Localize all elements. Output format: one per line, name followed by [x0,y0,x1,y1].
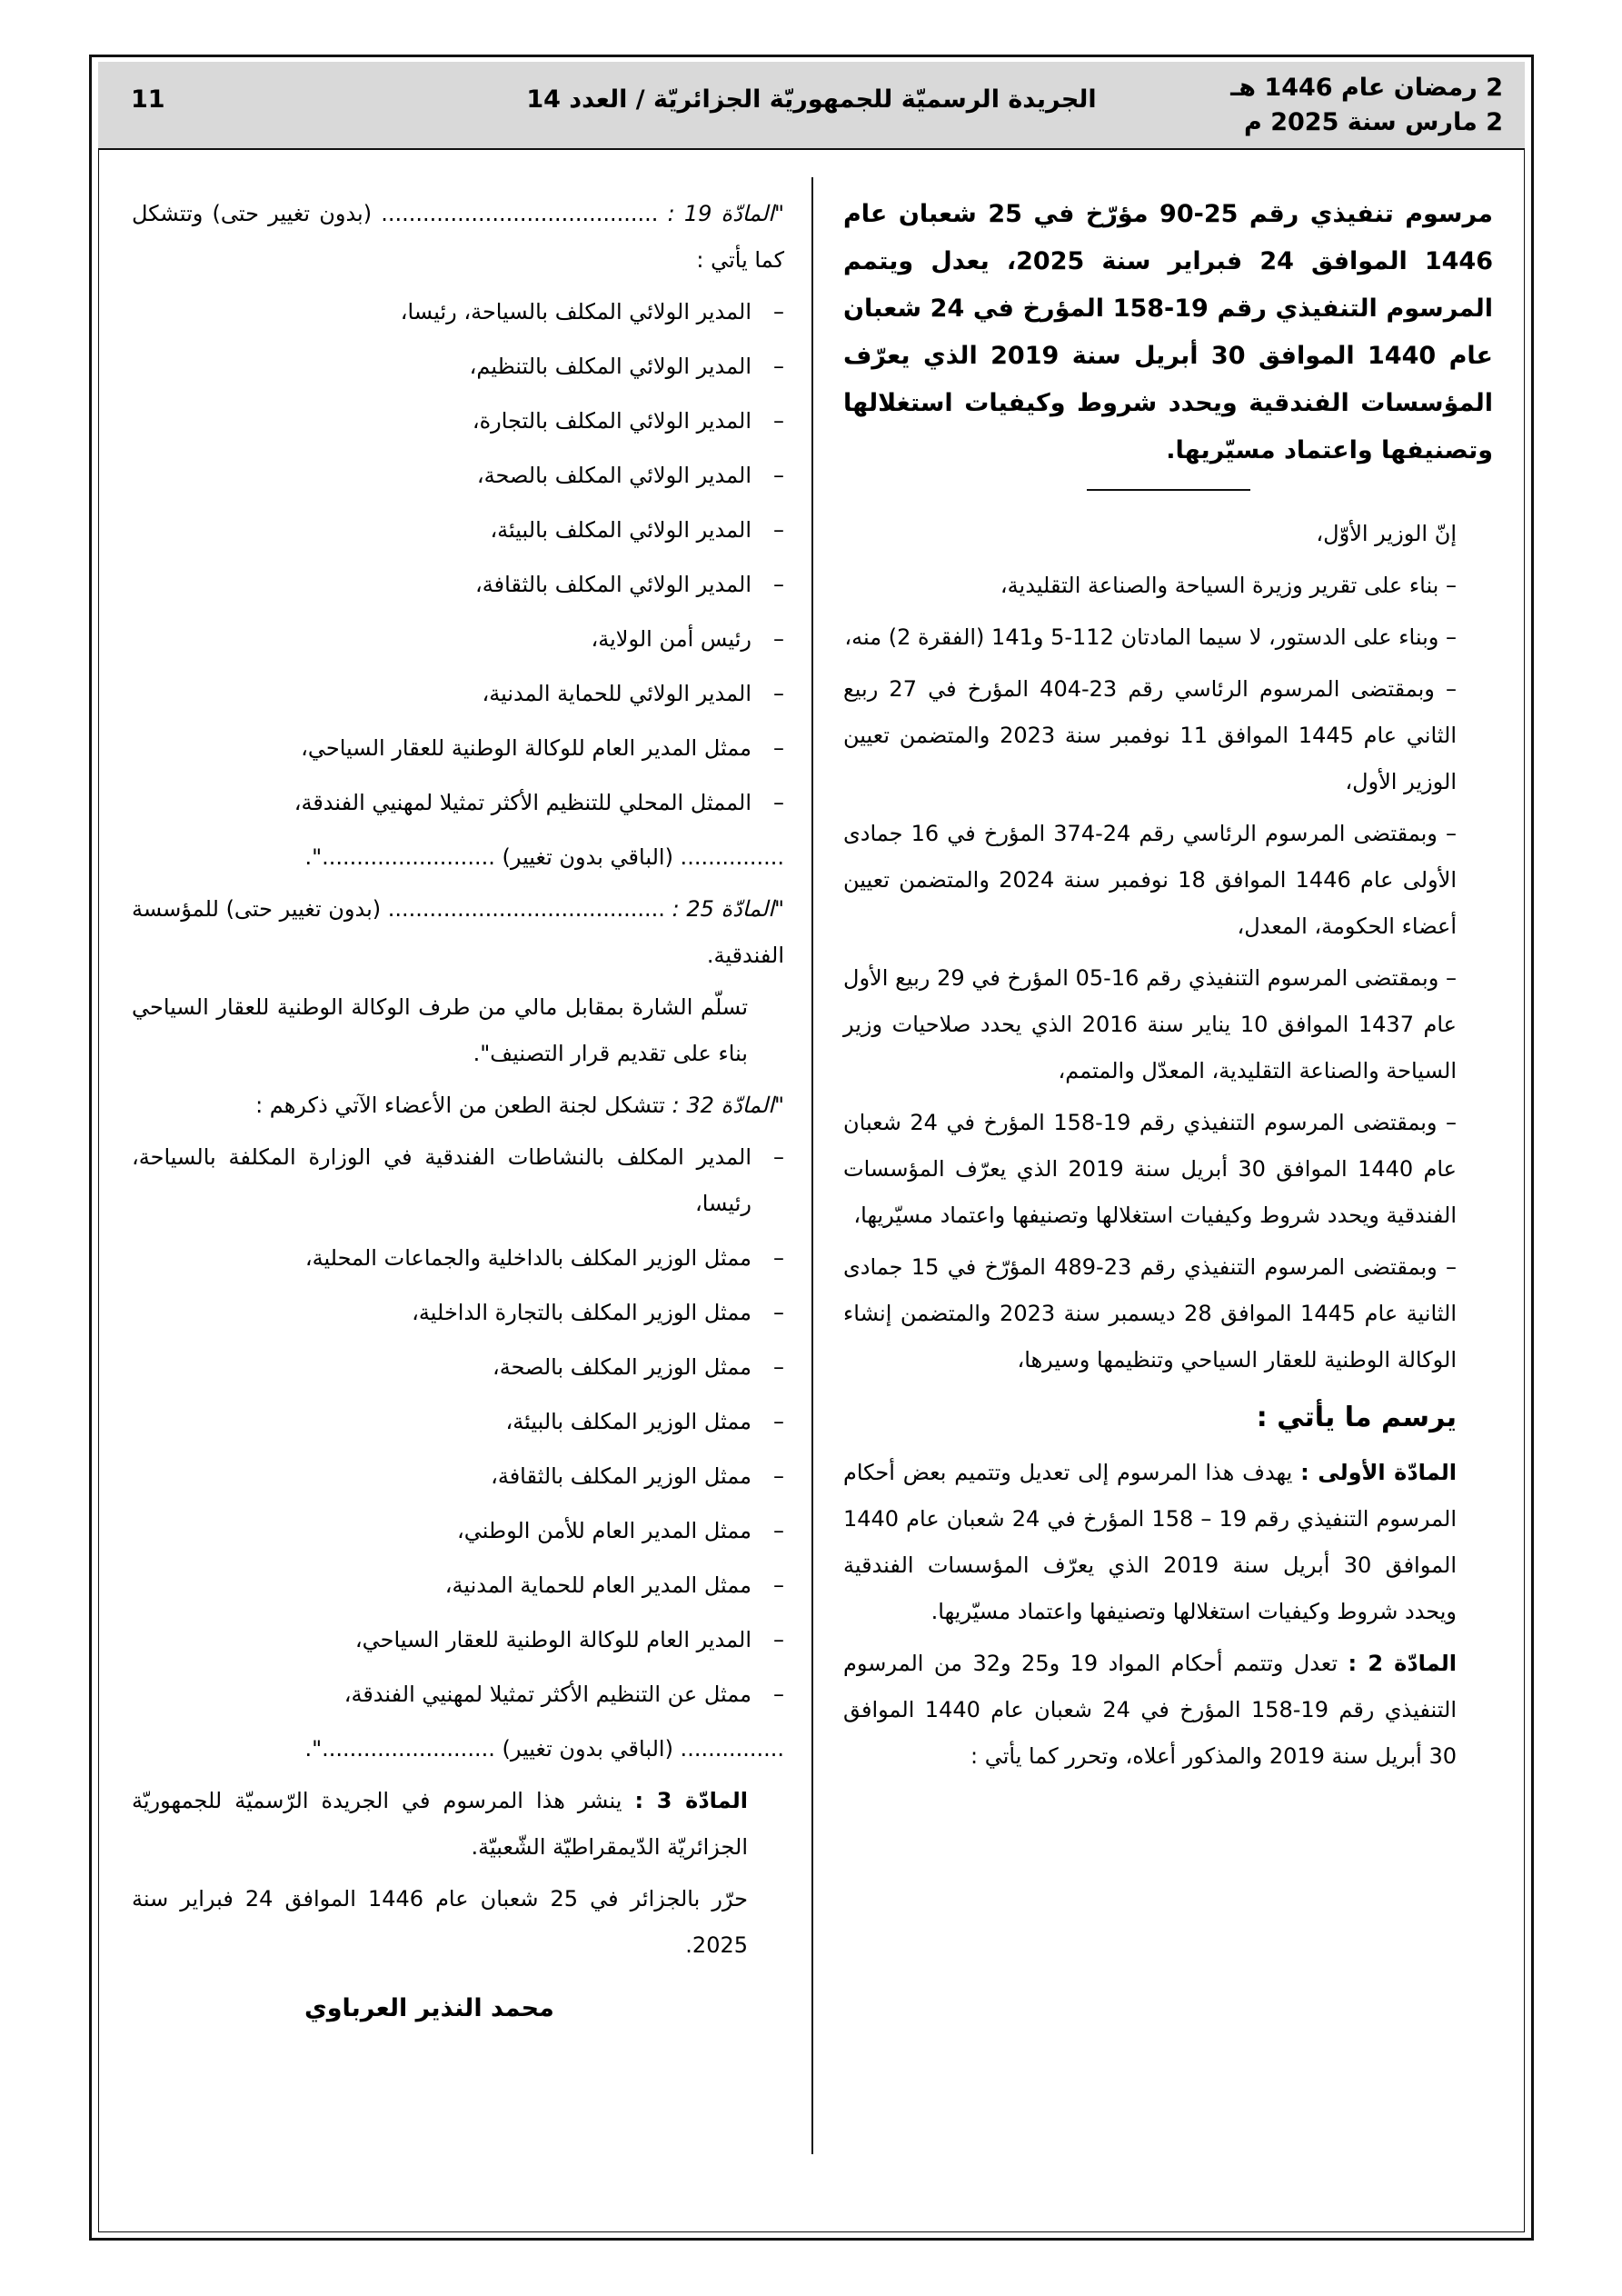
visa-paragraph: – وبمقتضى المرسوم الرئاسي رقم 24-374 المؤرخ في 16 جمادى الأولى عام 1446 الموافق 18 نوفمبر سنة 2024 والمتضمن تعيين أعضاء الحكومة، المعدل، [843,821,1458,939]
column-divider [811,177,813,2154]
list-item [132,780,784,826]
article-1 [843,1450,1493,1635]
list-item [132,507,784,554]
list-item [132,725,784,772]
intro-line: إنّ الوزير الأوّل، [1316,521,1457,546]
list-item-text: ممثل الوزير المكلف بالثقافة، [491,1463,751,1489]
article-3-label: المادّة 3 : [634,1788,748,1813]
article-25-label: "المادّة 25 : [672,896,784,922]
list-item [132,1134,784,1227]
right-column [843,191,1493,1785]
article-32-rest: ............... (الباقي بدون تغيير) .........................". [304,1736,784,1762]
list-item-text: ممثل المدير العام للوكالة الوطنية للعقار السياحي، [301,735,751,761]
done-at: حرّر بالجزائر في 25 شعبان عام 1446 الموافق 24 فبراير سنة 2025. [132,1886,748,1958]
list-item-text: المدير الولائي للحماية المدنية، [482,681,751,706]
visa-paragraph: – بناء على تقرير وزيرة السياحة والصناعة التقليدية، [1000,573,1457,598]
page-number: 11 [131,85,165,114]
visa-paragraph: – وبمقتضى المرسوم التنفيذي رقم 16-05 المؤرخ في 29 ربيع الأول عام 1437 الموافق 10 يناير سنة 2016 الذي يحدد صلاحيات وزير السياحة والصناعة التقليدية، المعدّل والمتمم، [843,965,1458,1083]
dash-marker: – [773,1409,784,1434]
article-19 [132,191,784,284]
article-3 [132,1778,784,1871]
dash-marker: – [773,1245,784,1271]
dash-marker: – [773,1682,784,1707]
list-item [132,344,784,390]
dash-marker: – [773,626,784,652]
article-19-rest: ............... (الباقي بدون تغيير) .........................". [304,844,784,870]
dash-marker: – [773,1518,784,1543]
list-item-text: ممثل الوزير المكلف بالبيئة، [505,1409,751,1434]
dash-marker: – [773,681,784,706]
list-item [132,616,784,663]
list-item-text: ممثل المدير العام للأمن الوطني، [457,1518,751,1543]
article-32-text: تتشكل لجنة الطعن من الأعضاء الآتي ذكرهم : [255,1093,665,1118]
list-item [132,1508,784,1554]
article-32-label: "المادّة 32 : [672,1093,784,1118]
list-item-text: المدير المكلف بالنشاطات الفندقية في الوزارة المكلفة بالسياحة، رئيسا، [132,1144,751,1216]
list-item-text: ممثل الوزير المكلف بالداخلية والجماعات المحلية، [304,1245,751,1271]
dash-marker: – [773,1144,784,1170]
list-item-text: المدير الولائي المكلف بالسياحة، رئيسا، [400,299,751,324]
title-rule [1087,489,1250,491]
list-item-text: المدير الولائي المكلف بالبيئة، [490,517,751,543]
dash-marker: – [773,408,784,434]
article-25 [132,886,784,979]
visa-paragraph: – وبناء على الدستور، لا سيما المادتان 112-5 و141 (الفقرة 2) منه، [844,624,1457,650]
list-item [132,1562,784,1609]
dash-marker: – [773,1463,784,1489]
article-2-text: تعدل وتتمم أحكام المواد 19 و25 و32 من المرسوم التنفيذي رقم 19-158 المؤرخ في 24 شعبان عام 1440 الموافق 30 أبريل سنة 2019 والمذكور أعلاه، وتحرر كما يأتي : [843,1651,1458,1769]
dash-marker: – [773,463,784,488]
list-item [132,398,784,444]
list-item-text: المدير العام للوكالة الوطنية للعقار السياحي، [354,1627,751,1652]
dash-marker: – [773,1354,784,1380]
dash-marker: – [773,299,784,324]
header-title: الجريدة الرسميّة للجمهوريّة الجزائريّة / العدد 14 [526,85,1097,114]
decree-heading: يرسم ما يأتي : [1256,1402,1457,1433]
page-header [98,62,1525,150]
list-item [132,1344,784,1391]
list-item [132,1399,784,1445]
header-date-hijri: 2 رمضان عام 1446 هـ [1230,74,1503,102]
article-19-list [132,289,784,826]
article-1-label: المادّة الأولى : [1300,1460,1457,1485]
visa-paragraph: – وبمقتضى المرسوم التنفيذي رقم 23-489 المؤرّخ في 15 جمادى الثانية عام 1445 الموافق 28 ديسمبر سنة 2023 والمتضمن إنشاء الوكالة الوطنية للعقار السياحي وتنظيمها وسيرها، [843,1254,1458,1373]
article-25-paragraph: تسلّم الشارة بمقابل مالي من طرف الوكالة الوطنية للعقار السياحي بناء على تقديم قرار التصنيف". [132,994,748,1066]
list-item-text: المدير الولائي المكلف بالثقافة، [475,572,751,597]
dash-marker: – [773,735,784,761]
article-25-text: ........................................ (بدون تغيير حتى) للمؤسسة الفندقية. [132,896,784,968]
dash-marker: – [773,1300,784,1325]
list-item-text: المدير الولائي المكلف بالتجارة، [472,408,751,434]
list-item-text: ممثل المدير العام للحماية المدنية، [444,1572,751,1598]
article-2 [843,1641,1493,1780]
article-3-text: ينشر هذا المرسوم في الجريدة الرّسميّة للجمهوريّة الجزائريّة الدّيمقراطيّة الشّعبيّة. [132,1788,748,1860]
dash-marker: – [773,572,784,597]
decree-title: مرسوم تنفيذي رقم 25-90 مؤرّخ في 25 شعبان عام 1446 الموافق 24 فبراير سنة 2025، يعدل ويتمم المرسوم التنفيذي رقم 19-158 المؤرخ في 24 شعبان عام 1440 الموافق 30 أبريل سنة 2019 الذي يعرّف المؤسسات الفندقية ويحدد شروط وكيفيات استغلالها وتصنيفها واعتماد مسيّريها. [843,200,1493,464]
article-1-text: يهدف هذا المرسوم إلى تعديل وتتميم بعض أحكام المرسوم التنفيذي رقم 19 – 158 المؤرخ في 24 شعبان عام 1440 الموافق 30 أبريل سنة 2019 الذي يعرّف المؤسسات الفندقية ويحدد شروط وكيفيات استغلالها وتصنيفها واعتماد مسيّريها. [843,1460,1458,1624]
signature: محمد النذير العرباوي [304,1994,554,2022]
list-item-text: المدير الولائي المكلف بالصحة، [476,463,751,488]
dash-marker: – [773,1572,784,1598]
dash-marker: – [773,790,784,815]
list-item-text: الممثل المحلي للتنظيم الأكثر تمثيلا لمهنيي الفندقة، [294,790,751,815]
list-item-text: رئيس أمن الولاية، [591,626,751,652]
list-item-text: المدير الولائي المكلف بالتنظيم، [469,354,751,379]
list-item-text: ممثل الوزير المكلف بالصحة، [492,1354,751,1380]
article-2-label: المادّة 2 : [1348,1651,1458,1676]
list-item [132,562,784,608]
list-item [132,1672,784,1718]
list-item [132,1453,784,1500]
dash-marker: – [773,354,784,379]
left-column [132,191,784,2031]
list-item-text: ممثل عن التنظيم الأكثر تمثيلا لمهنيي الفندقة، [343,1682,751,1707]
list-item [132,1617,784,1663]
visa-paragraph: – وبمقتضى المرسوم الرئاسي رقم 23-404 المؤرخ في 27 ربيع الثاني عام 1445 الموافق 11 نوفمبر سنة 2023 والمتضمن تعيين الوزير الأول، [843,676,1458,794]
dash-marker: – [773,1627,784,1652]
list-item-text: ممثل الوزير المكلف بالتجارة الداخلية، [412,1300,751,1325]
visa-paragraph: – وبمقتضى المرسوم التنفيذي رقم 19-158 المؤرخ في 24 شعبان عام 1440 الموافق 30 أبريل سنة 2019 الذي يعرّف المؤسسات الفندقية ويحدد شروط وكيفيات استغلالها وتصنيفها واعتماد مسيّريها، [843,1110,1458,1228]
article-19-label: "المادّة 19 : [667,201,784,226]
article-19-text: ........................................ (بدون تغيير حتى) وتتشكل كما يأتي : [132,201,784,273]
article-32-list [132,1134,784,1718]
list-item [132,289,784,335]
list-item [132,671,784,717]
list-item [132,1235,784,1282]
list-item [132,453,784,499]
list-item [132,1290,784,1336]
article-32 [132,1083,784,1129]
dash-marker: – [773,517,784,543]
header-date-gregorian: 2 مارس سنة 2025 م [1244,108,1503,136]
